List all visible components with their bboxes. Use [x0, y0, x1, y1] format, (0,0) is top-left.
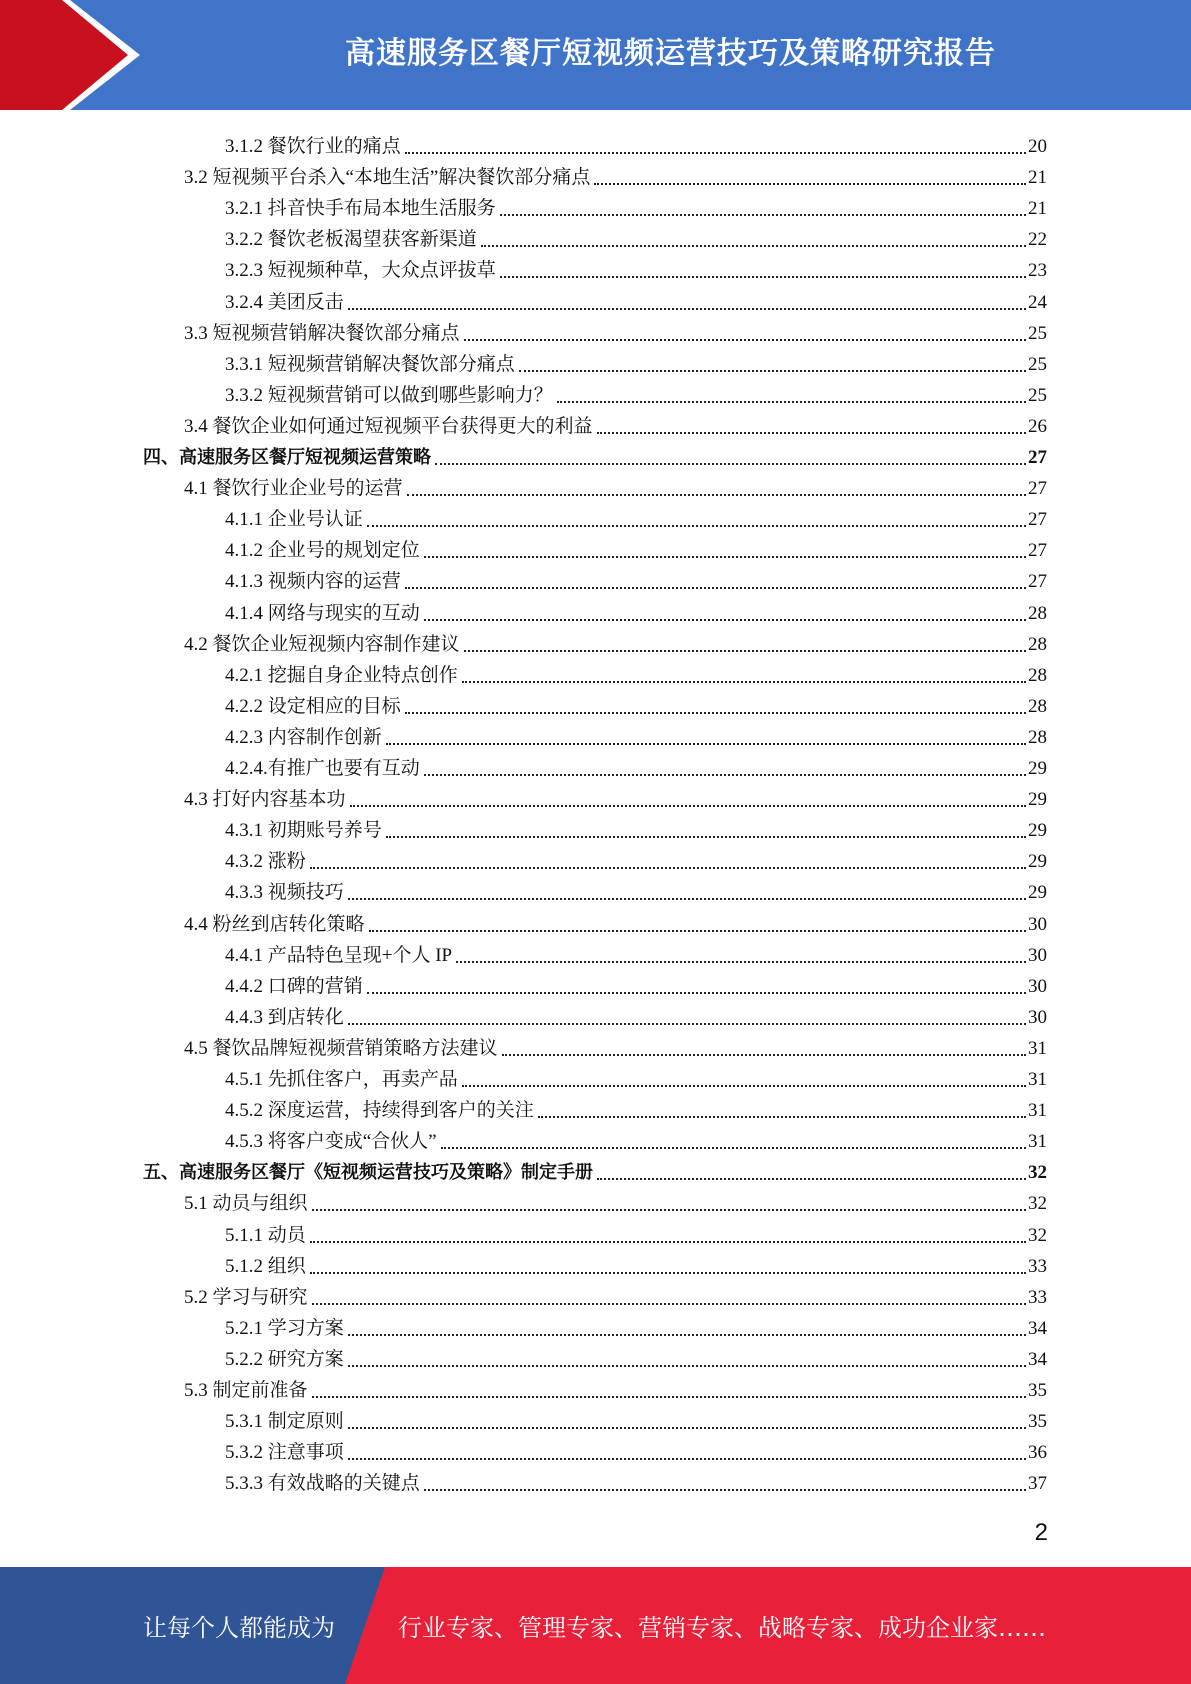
toc-leader-dots: [557, 401, 1026, 403]
toc-entry[interactable]: [225, 251, 1047, 282]
toc-entry-page: 20: [1028, 136, 1047, 157]
toc-entry-page: 30: [1028, 975, 1047, 997]
toc-leader-dots: [350, 805, 1026, 807]
toc-entry-page: 32: [1028, 1224, 1047, 1246]
toc-entry-page: 29: [1028, 789, 1047, 811]
toc-entry-page: 37: [1028, 1473, 1047, 1495]
toc-leader-dots: [424, 774, 1026, 776]
toc-entry-label: 3.3.2 短视频营销可以做到哪些影响力？: [225, 384, 553, 406]
toc-entry-page: 30: [1028, 1006, 1047, 1028]
toc-entry-label: 4.2.2 设定相应的目标: [225, 695, 401, 717]
toc-entry[interactable]: [225, 1216, 1047, 1247]
toc-entry[interactable]: [184, 1371, 1047, 1402]
toc-entry[interactable]: [143, 438, 1047, 469]
toc-entry-label: 3.1.2 餐饮行业的痛点: [225, 136, 401, 157]
toc-entry-page: 34: [1028, 1317, 1047, 1339]
toc-entry-label: 4.2.1 挖掘自身企业特点创作: [225, 664, 458, 686]
toc-leader-dots: [424, 556, 1026, 558]
toc-entry-page: 35: [1028, 1380, 1047, 1401]
toc-entry[interactable]: [184, 905, 1047, 936]
toc-entry-label: 5.1 动员与组织: [184, 1193, 308, 1215]
toc-entry-label: 3.2.4 美团反击: [225, 291, 344, 313]
toc-entry-label: 4.2.4.有推广也要有互动: [225, 758, 420, 779]
toc-entry-page: 28: [1028, 602, 1047, 624]
toc-entry-page: 36: [1028, 1442, 1047, 1464]
toc-entry-label: 5.3.2 注意事项: [225, 1442, 344, 1464]
toc-leader-dots: [597, 1178, 1026, 1180]
toc-entry[interactable]: [184, 469, 1047, 500]
toc-entry-page: 33: [1028, 1255, 1047, 1277]
toc-entry-page: 25: [1028, 353, 1047, 375]
toc-entry[interactable]: [225, 531, 1047, 562]
toc-leader-dots: [369, 930, 1026, 932]
toc-entry[interactable]: [225, 1402, 1047, 1433]
toc-leader-dots: [348, 1023, 1026, 1025]
toc-entry-page: 25: [1028, 384, 1047, 406]
toc-entry[interactable]: [225, 220, 1047, 251]
toc-entry[interactable]: [184, 1029, 1047, 1060]
toc-entry-label: 四、高速服务区餐厅短视频运营策略: [143, 447, 431, 468]
toc-entry-label: 4.1.3 视频内容的运营: [225, 571, 401, 593]
toc-entry-label: 3.2.2 餐饮老板渴望获客新渠道: [225, 229, 477, 251]
toc-leader-dots: [519, 370, 1026, 372]
toc-leader-dots: [456, 961, 1026, 963]
toc-entry-page: 27: [1028, 540, 1047, 562]
toc-entry[interactable]: [225, 594, 1047, 625]
toc-entry[interactable]: [225, 1464, 1047, 1495]
footer-slogan-left: 让每个人都能成为: [143, 1614, 335, 1642]
toc-entry-page: 31: [1028, 1100, 1047, 1122]
toc-entry-page: 27: [1028, 571, 1047, 593]
toc-entry[interactable]: [225, 1091, 1047, 1122]
toc-entry[interactable]: [225, 936, 1047, 967]
toc-leader-dots: [500, 214, 1026, 216]
toc-leader-dots: [502, 1054, 1026, 1056]
toc-leader-dots: [348, 1427, 1026, 1429]
toc-entry[interactable]: [225, 1340, 1047, 1371]
toc-entry[interactable]: [225, 811, 1047, 842]
toc-leader-dots: [386, 836, 1026, 838]
toc-entry[interactable]: [184, 1278, 1047, 1309]
toc-leader-dots: [348, 308, 1026, 310]
toc-entry-label: 5.2.2 研究方案: [225, 1348, 344, 1370]
toc-leader-dots: [594, 183, 1026, 185]
toc-leader-dots: [386, 743, 1026, 745]
toc-entry-label: 5.3.1 制定原则: [225, 1411, 344, 1433]
toc-entry[interactable]: [225, 842, 1047, 873]
toc-entry-page: 32: [1028, 1193, 1047, 1215]
toc-entry[interactable]: [225, 749, 1047, 780]
toc-entry-label: 4.4 粉丝到店转化策略: [184, 913, 365, 935]
toc-entry-label: 4.4.1 产品特色呈现+个人 IP: [225, 944, 453, 966]
toc-entry-page: 26: [1028, 415, 1047, 437]
toc-entry[interactable]: [225, 1433, 1047, 1464]
toc-leader-dots: [464, 339, 1026, 341]
toc-entry-page: 29: [1028, 758, 1047, 779]
toc-leader-dots: [481, 245, 1026, 247]
toc-entry-label: 4.2.3 内容制作创新: [225, 726, 382, 748]
toc-entry[interactable]: [184, 1184, 1047, 1215]
toc-leader-dots: [405, 712, 1026, 714]
page-header: [0, 0, 1191, 110]
toc-entry-label: 4.1.1 企业号认证: [225, 509, 363, 531]
report-title: 高速服务区餐厅短视频运营技巧及策略研究报告: [345, 36, 996, 71]
toc-entry-label: 4.3.1 初期账号养号: [225, 820, 382, 842]
toc-entry[interactable]: [225, 1060, 1047, 1091]
toc-leader-dots: [310, 1272, 1026, 1274]
toc-entry-page: 31: [1028, 1069, 1047, 1090]
toc-leader-dots: [500, 276, 1026, 278]
toc-leader-dots: [441, 1147, 1026, 1149]
footer-slogan-right: 行业专家、管理专家、营销专家、战略专家、成功企业家……: [398, 1614, 1046, 1642]
toc-entry-label: 5.2 学习与研究: [184, 1286, 308, 1308]
toc-entry-page: 33: [1028, 1286, 1047, 1308]
toc-leader-dots: [367, 525, 1026, 527]
toc-entry-page: 29: [1028, 851, 1047, 873]
toc-entry-page: 30: [1028, 913, 1047, 935]
toc-entry[interactable]: [225, 127, 1047, 158]
toc-entry[interactable]: [225, 500, 1047, 531]
toc-entry-label: 4.1.2 企业号的规划定位: [225, 540, 420, 562]
toc-entry[interactable]: [225, 873, 1047, 904]
toc-entry-label: 3.4 餐饮企业如何通过短视频平台获得更大的利益: [184, 415, 593, 437]
toc-entry-label: 3.2.3 短视频种草，大众点评拔草: [225, 260, 496, 282]
toc-leader-dots: [462, 681, 1026, 683]
toc-entry[interactable]: [184, 407, 1047, 438]
toc-entry[interactable]: [225, 998, 1047, 1029]
toc-entry[interactable]: [225, 1309, 1047, 1340]
toc-entry[interactable]: [225, 967, 1047, 998]
toc-entry[interactable]: [143, 1153, 1047, 1184]
toc-entry-label: 3.3 短视频营销解决餐饮部分痛点: [184, 322, 460, 344]
toc-entry[interactable]: [184, 780, 1047, 811]
toc-entry-page: 27: [1028, 478, 1047, 500]
toc-entry-label: 3.2.1 抖音快手布局本地生活服务: [225, 198, 496, 220]
toc-entry-page: 27: [1028, 447, 1047, 468]
toc-entry[interactable]: [225, 345, 1047, 376]
toc-leader-dots: [312, 1396, 1026, 1398]
toc-entry-page: 27: [1028, 509, 1047, 531]
toc-entry-label: 4.1.4 网络与现实的互动: [225, 602, 420, 624]
toc-entry-page: 32: [1028, 1162, 1047, 1184]
toc-leader-dots: [405, 587, 1026, 589]
toc-entry[interactable]: [225, 283, 1047, 314]
toc-entry-label: 4.3 打好内容基本功: [184, 789, 346, 811]
toc-entry-page: 35: [1028, 1411, 1047, 1433]
toc-leader-dots: [312, 1209, 1026, 1211]
toc-leader-dots: [407, 494, 1026, 496]
toc-leader-dots: [348, 1334, 1026, 1336]
toc-entry-page: 31: [1028, 1131, 1047, 1153]
toc-entry[interactable]: [225, 718, 1047, 749]
toc-entry-label: 4.5.2 深度运营，持续得到客户的关注: [225, 1100, 534, 1122]
toc-entry-page: 34: [1028, 1348, 1047, 1370]
toc-entry-page: 28: [1028, 695, 1047, 717]
toc-entry-page: 25: [1028, 322, 1047, 344]
toc-entry-label: 5.3.3 有效战略的关键点: [225, 1473, 420, 1495]
toc-leader-dots: [597, 432, 1026, 434]
toc-entry-label: 5.3 制定前准备: [184, 1380, 308, 1401]
toc-leader-dots: [405, 152, 1026, 154]
toc-entry[interactable]: [225, 376, 1047, 407]
toc-entry-page: 30: [1028, 944, 1047, 966]
toc-leader-dots: [310, 867, 1026, 869]
toc-entry-page: 28: [1028, 726, 1047, 748]
toc-entry-label: 5.1.1 动员: [225, 1224, 306, 1246]
toc-entry-page: 24: [1028, 291, 1047, 313]
toc-leader-dots: [348, 898, 1026, 900]
toc-leader-dots: [462, 1085, 1026, 1087]
toc-entry-label: 4.5.1 先抓住客户，再卖产品: [225, 1069, 458, 1090]
toc-entry[interactable]: [225, 189, 1047, 220]
toc-entry[interactable]: [225, 1247, 1047, 1278]
toc-leader-dots: [312, 1303, 1026, 1305]
toc-leader-dots: [538, 1116, 1026, 1118]
toc-entry-label: 4.5.3 将客户变成“合伙人”: [225, 1131, 437, 1153]
red-chevron-icon: [0, 0, 160, 110]
toc-entry[interactable]: [225, 687, 1047, 718]
toc-entry-label: 5.1.2 组织: [225, 1255, 306, 1277]
toc-entry-label: 4.1 餐饮行业企业号的运营: [184, 478, 403, 500]
toc-entry-label: 4.3.3 视频技巧: [225, 882, 344, 904]
toc-entry-page: 28: [1028, 633, 1047, 655]
toc-entry[interactable]: [184, 158, 1047, 189]
toc-entry[interactable]: [225, 562, 1047, 593]
toc-entry-label: 5.2.1 学习方案: [225, 1317, 344, 1339]
toc-entry-label: 4.3.2 涨粉: [225, 851, 306, 873]
toc-entry[interactable]: [225, 1122, 1047, 1153]
toc-leader-dots: [348, 1458, 1026, 1460]
toc-entry-label: 3.2 短视频平台杀入“本地生活”解决餐饮部分痛点: [184, 167, 591, 189]
toc-entry-label: 4.2 餐饮企业短视频内容制作建议: [184, 633, 460, 655]
toc-leader-dots: [367, 992, 1026, 994]
toc-entry-page: 21: [1028, 198, 1047, 220]
toc-entry-label: 4.4.2 口碑的营销: [225, 975, 363, 997]
toc-leader-dots: [435, 463, 1026, 465]
toc-leader-dots: [464, 650, 1026, 652]
toc-entry-label: 3.3.1 短视频营销解决餐饮部分痛点: [225, 353, 515, 375]
page-number: 2: [1034, 1519, 1048, 1546]
toc-entry[interactable]: [225, 656, 1047, 687]
toc-entry-page: 21: [1028, 167, 1047, 189]
toc-entry-page: 28: [1028, 664, 1047, 686]
toc-entry-page: 23: [1028, 260, 1047, 282]
toc-entry[interactable]: [184, 314, 1047, 345]
toc-leader-dots: [424, 1489, 1026, 1491]
toc-entry-page: 22: [1028, 229, 1047, 251]
toc-entry-label: 4.4.3 到店转化: [225, 1006, 344, 1028]
toc-entry-page: 29: [1028, 820, 1047, 842]
toc-entry[interactable]: [184, 625, 1047, 656]
toc-leader-dots: [424, 619, 1026, 621]
toc-entry-page: 31: [1028, 1037, 1047, 1059]
page-footer: [0, 1567, 1191, 1684]
toc-entry-label: 4.5 餐饮品牌短视频营销策略方法建议: [184, 1037, 498, 1059]
toc-entry-page: 29: [1028, 882, 1047, 904]
toc-leader-dots: [348, 1365, 1026, 1367]
toc-leader-dots: [310, 1241, 1026, 1243]
toc-entry-label: 五、高速服务区餐厅《短视频运营技巧及策略》制定手册: [143, 1162, 593, 1184]
